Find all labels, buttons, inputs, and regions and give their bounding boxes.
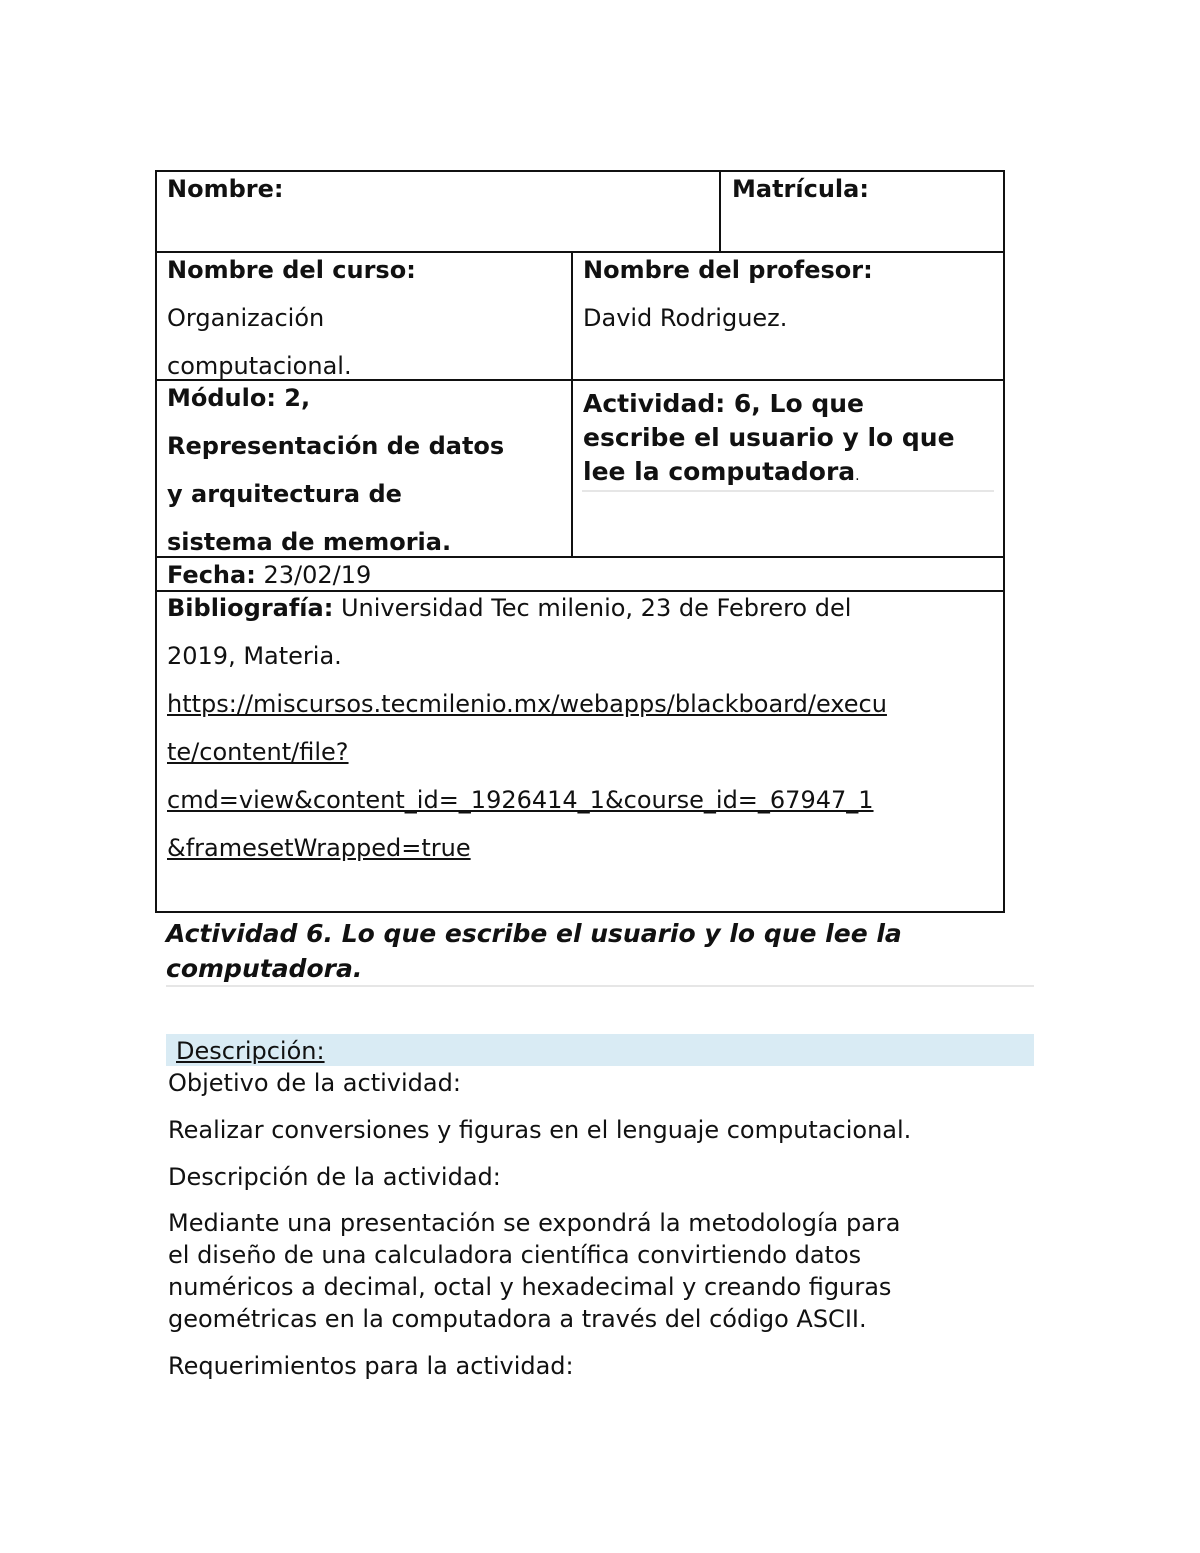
actividad-cell (571, 387, 1005, 493)
descripcion-line: Mediante una presentación se expondrá la metodología para (168, 1209, 901, 1237)
heading-line: Actividad 6. Lo que escribe el usuario y lo que lee la (166, 919, 902, 948)
descripcion-label: Descripción: (176, 1037, 325, 1065)
profesor-cell (571, 246, 1005, 342)
descripcion-actividad-text (168, 1207, 1028, 1335)
curso-value-line: Organización (167, 304, 325, 332)
bibliografia-link[interactable]: cmd=view&content_id=_1926414_1&course_id=_67947_1 (167, 786, 874, 814)
modulo-line: sistema de memoria. (167, 528, 452, 556)
fecha-label: Fecha: (167, 561, 256, 589)
descripcion-actividad-label: Descripción de la actividad: (168, 1163, 501, 1191)
bibliografia-cell (155, 584, 1005, 872)
modulo-cell (155, 374, 571, 566)
objetivo-text: Realizar conversiones y figuras en el lenguaje computacional. (168, 1116, 912, 1144)
actividad-period: . (855, 468, 860, 484)
curso-cell (155, 246, 571, 390)
bibliografia-text: 2019, Materia. (167, 642, 342, 670)
modulo-line: Módulo: 2, (167, 384, 311, 412)
curso-label: Nombre del curso: (167, 256, 416, 284)
modulo-line: y arquitectura de (167, 480, 402, 508)
requerimientos-label: Requerimientos para la actividad: (168, 1352, 574, 1380)
profesor-label: Nombre del profesor: (583, 256, 873, 284)
nombre-label: Nombre: (167, 175, 284, 203)
bibliografia-link[interactable]: https://miscursos.tecmilenio.mx/webapps/blackboard/execu (167, 690, 887, 718)
actividad-line: lee la computadora (583, 457, 856, 486)
descripcion-line: numéricos a decimal, octal y hexadecimal y creando figuras (168, 1273, 892, 1301)
bibliografia-text: Universidad Tec milenio, 23 de Febrero del (340, 594, 852, 622)
modulo-line: Representación de datos (167, 432, 505, 460)
activity-heading (166, 916, 1026, 986)
bibliografia-link[interactable]: te/content/file? (167, 738, 349, 766)
actividad-line: escribe el usuario y lo que (583, 423, 955, 452)
heading-rule (166, 985, 1034, 987)
descripcion-line: el diseño de una calculadora científica convirtiendo datos (168, 1241, 862, 1269)
matricula-label: Matrícula: (732, 175, 869, 203)
curso-value-line: computacional. (167, 352, 352, 380)
actividad-line: Actividad: 6, Lo que (583, 389, 864, 418)
profesor-value: David Rodriguez. (583, 304, 788, 332)
descripcion-line: geométricas en la computadora a través del código ASCII. (168, 1305, 867, 1333)
heading-line: computadora. (166, 954, 363, 983)
bibliografia-link[interactable]: &framesetWrapped=true (167, 834, 471, 862)
objetivo-label: Objetivo de la actividad: (168, 1069, 461, 1097)
bibliografia-label: Bibliografía: (167, 594, 334, 622)
fecha-value: 23/02/19 (263, 561, 372, 589)
